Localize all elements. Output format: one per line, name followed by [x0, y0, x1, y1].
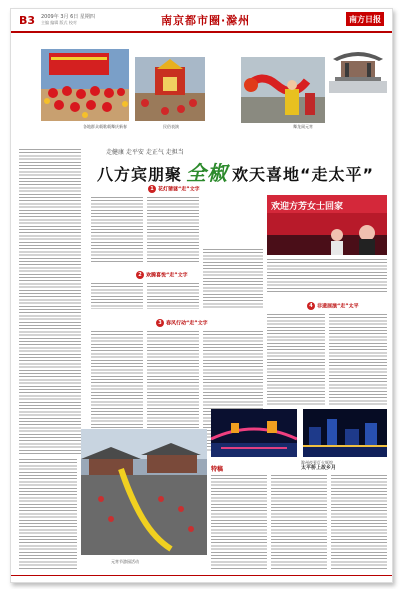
photo-dancers-image — [41, 49, 129, 121]
subhead-3-text: 春风行动“走”文字 — [166, 320, 208, 327]
photo-folk-performance — [135, 57, 205, 121]
page-footer — [11, 575, 392, 582]
sidebar-label: 特稿 — [211, 466, 224, 473]
sidebar-text-a — [211, 475, 267, 569]
dateline: 2009年 3月 6日 星期四 — [41, 14, 95, 20]
photo-welcome-stage — [267, 195, 387, 255]
photo-night-bridge-image — [211, 409, 297, 457]
text-column-2b — [147, 283, 199, 309]
caption-bottom-photo: 元宵节游园活动 — [111, 559, 139, 564]
subhead-badge-icon: 4 — [307, 302, 315, 310]
photo-night-city — [303, 409, 387, 457]
section-title: 南京都市圈·滁州 — [161, 14, 251, 27]
caption-top-middle: 民俗表演 — [163, 124, 179, 129]
page-number: B3 — [19, 14, 36, 27]
subhead-2-text: 欢腾喜悦“走”文字 — [146, 272, 188, 279]
subhead-1-text: 花灯猜谜“走”文字 — [158, 186, 200, 193]
text-column-2c — [203, 249, 263, 309]
caption-top-left: 各地群众载歌载舞庆新春 — [83, 124, 127, 129]
subhead-4 — [307, 302, 359, 310]
caption-top-right: 舞龙闹元宵 — [293, 124, 313, 129]
text-column-right-top — [267, 259, 387, 293]
subhead-3 — [156, 319, 208, 327]
photo-night-city-image — [303, 409, 387, 457]
text-column-bottom-left — [19, 459, 77, 569]
text-column-1a — [91, 197, 143, 263]
photo-pavilion-image — [329, 37, 387, 93]
sidebar-text-c — [331, 475, 387, 569]
subhead-1 — [148, 185, 200, 193]
caption-night-scene: 滁州夜景灯火辉煌 — [301, 460, 333, 465]
subhead-badge-icon: 3 — [156, 319, 164, 327]
photo-pavilion — [329, 37, 387, 93]
headline-highlight: 全椒 — [186, 161, 229, 185]
photo-dragon-image — [241, 57, 325, 123]
subhead-4-text: 非遗展演“走”太平 — [317, 303, 359, 310]
photo-folk-image — [135, 57, 205, 121]
sidebar-title: 太平桥上故乡月 — [301, 465, 337, 471]
photo-lantern-image — [81, 429, 207, 555]
newspaper-page — [10, 8, 393, 583]
photo-night-bridge — [211, 409, 297, 457]
headline-right: 欢天喜地“走太平” — [232, 165, 375, 184]
page-header — [11, 9, 392, 33]
photo-dragon-dance — [241, 57, 325, 123]
sidebar-text-b — [271, 475, 327, 569]
subhead-badge-icon: 2 — [136, 271, 144, 279]
text-column-right-a — [267, 314, 325, 406]
text-column-2a — [91, 283, 143, 309]
headline-left: 八方宾朋聚 — [97, 165, 183, 184]
text-column-right-b — [329, 314, 387, 406]
dateline-meta: 主编 编辑 版式 校对 — [41, 20, 77, 25]
poster-text: 欢迎方芳女士回家 — [271, 202, 344, 212]
text-column-left — [19, 149, 81, 455]
text-column-1b — [147, 197, 199, 263]
article-headline — [97, 157, 374, 186]
subhead-2 — [136, 271, 188, 279]
article-kicker: 走健康 走平安 走正气 走担当 — [106, 149, 184, 156]
subhead-badge-icon: 1 — [148, 185, 156, 193]
masthead-logo: 南方日报 — [346, 12, 384, 26]
photo-lantern-festival — [81, 429, 207, 555]
photo-dancers — [41, 49, 129, 121]
